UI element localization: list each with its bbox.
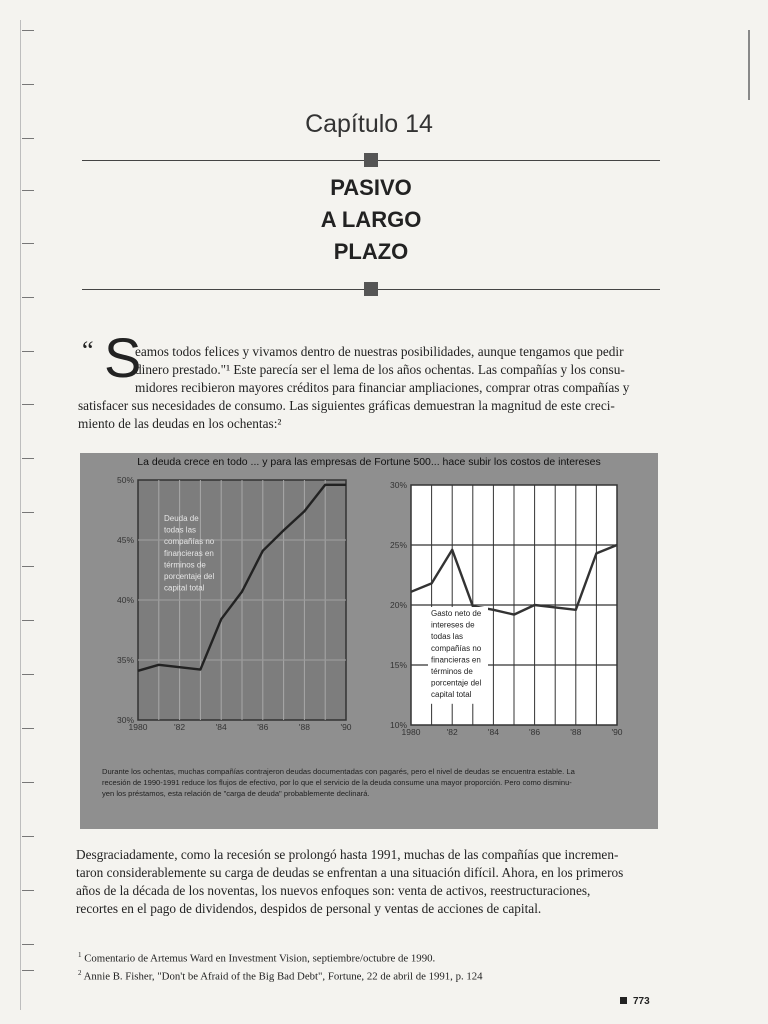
margin-tick bbox=[22, 243, 34, 244]
chart-2-annotation-line: términos de bbox=[431, 667, 473, 676]
chart-2-x-tick-label: '84 bbox=[487, 727, 499, 737]
right-margin-rule bbox=[748, 30, 750, 100]
closing-line-2: taron considerablemente su carga de deudas se enfrentan a una situación difícil. Ahora, en los primeros bbox=[76, 865, 624, 880]
footnote-1-text: Comentario de Artemus Ward en Investment Vision, septiembre/octubre de 1990. bbox=[84, 952, 436, 965]
chart-1-x-tick-label: '90 bbox=[340, 722, 352, 732]
chart-1-x-tick-label: 1980 bbox=[128, 722, 148, 732]
chart-2-annotation-line: compañías no bbox=[431, 643, 482, 653]
chart-2-annotation-line: capital total bbox=[431, 690, 472, 700]
intro-paragraph bbox=[78, 343, 660, 433]
chart-2-annotation-line: intereses de bbox=[431, 620, 475, 630]
drop-cap: S bbox=[104, 326, 142, 389]
chart-2-x-tick-label: '90 bbox=[611, 727, 623, 737]
title-line-1: PASIVO bbox=[330, 175, 412, 200]
intro-line-3: midores recibieron mayores créditos para financiar ampliaciones, comprar otras compañías y bbox=[135, 380, 630, 395]
closing-line-4: recortes en el pago de dividendos, despidos de personal y ventas de acciones de capital. bbox=[76, 901, 542, 916]
margin-tick bbox=[22, 138, 34, 139]
chart-1-annotation-line: todas las bbox=[164, 525, 197, 535]
chart-1-y-tick-label: 35% bbox=[116, 655, 134, 665]
chart-1-annotation-line: términos de bbox=[164, 560, 206, 570]
margin-tick bbox=[22, 970, 34, 971]
chart-1-annotation-line: porcentaje del bbox=[164, 572, 215, 581]
margin-tick bbox=[22, 728, 34, 729]
intro-line-4: satisfacer sus necesidades de consumo. Las siguientes gráficas demuestran la magnitud de este creci- bbox=[78, 398, 615, 413]
chart-1-x-tick-label: '82 bbox=[174, 722, 186, 732]
chart-1-y-tick-label: 40% bbox=[116, 595, 134, 605]
bottom-rule-square bbox=[364, 282, 378, 296]
margin-tick bbox=[22, 836, 34, 837]
intro-line-2: dinero prestado."¹ Este parecía ser el lema de los años ochentas. Las compañías y los consu- bbox=[135, 362, 625, 377]
top-rule-square bbox=[364, 153, 378, 167]
chart-2-x-tick-label: 1980 bbox=[401, 727, 421, 737]
chart-1-annotation-line: financieras en bbox=[164, 548, 214, 558]
margin-tick bbox=[22, 566, 34, 567]
figure-caption-line-1: Durante los ochentas, muchas compañías contrajeron deudas documentadas con pagarés, pero el nivel de deudas se encuentra estable. La bbox=[102, 767, 575, 776]
chart-1-annotation-line: capital total bbox=[164, 583, 205, 593]
chart-1-annotation-line: compañías no bbox=[164, 537, 215, 547]
chart-2-y-tick-label: 10% bbox=[389, 720, 407, 730]
chart-2-x-tick-label: '88 bbox=[570, 727, 582, 737]
footnote-1-number: 1 bbox=[78, 951, 82, 959]
margin-tick bbox=[22, 190, 34, 191]
figure-title: La deuda crece en todo ... y para las empresas de Fortune 500... hace subir los costos de intereses bbox=[137, 456, 601, 468]
figure-caption-line-3: yen los préstamos, esta relación de "carga de deuda" probablemente declinará. bbox=[102, 789, 370, 798]
chart-2-annotation-line: porcentaje del bbox=[431, 678, 482, 688]
chart-2-annotation-line: financieras en bbox=[431, 655, 481, 665]
title-line-3: PLAZO bbox=[333, 239, 409, 264]
closing-line-1: Desgraciadamente, como la recesión se prolongó hasta 1991, muchas de las compañías que incremen- bbox=[76, 847, 619, 862]
chart-1-x-tick-label: '86 bbox=[257, 722, 269, 732]
chart-1-annotation-line: Deuda de bbox=[164, 514, 199, 523]
chart-2-y-tick-label: 15% bbox=[389, 660, 407, 670]
margin-tick bbox=[22, 404, 34, 405]
margin-tick bbox=[22, 458, 34, 459]
chart-1-x-tick-label: '88 bbox=[298, 722, 310, 732]
margin-tick bbox=[22, 30, 34, 31]
footnote-2 bbox=[78, 966, 483, 984]
figure-caption-line-2: recesión de 1990-1991 reduce los flujos de efectivo, por lo que el servicio de la deuda consume una mayor proporción. Pero como disminu- bbox=[102, 778, 572, 787]
margin-tick bbox=[22, 351, 34, 352]
chart-1-y-tick-label: 50% bbox=[116, 475, 134, 485]
margin-tick bbox=[22, 620, 34, 621]
title-line-2: A LARGO bbox=[320, 207, 422, 232]
figure-caption bbox=[102, 766, 642, 799]
margin-tick bbox=[22, 674, 34, 675]
quote-mark: “ bbox=[82, 336, 94, 365]
margin-tick bbox=[22, 512, 34, 513]
chart-2-x-tick-label: '82 bbox=[446, 727, 458, 737]
chart-2-y-tick-label: 20% bbox=[389, 600, 407, 610]
chart-1-y-tick-label: 45% bbox=[116, 535, 134, 545]
closing-line-3: años de la década de los noventas, los nuevos enfoques son: venta de activos, reestructuraciones, bbox=[76, 883, 591, 898]
intro-line-5: miento de las deudas en los ochentas:² bbox=[78, 416, 282, 431]
intro-line-1: eamos todos felices y vivamos dentro de nuestras posibilidades, aunque tengamos que pedir bbox=[135, 344, 624, 359]
footnote-2-text: Annie B. Fisher, "Don't be Afraid of the Big Bad Debt", Fortune, 22 de abril de 1991, p. 124 bbox=[83, 970, 483, 983]
figure-panel bbox=[80, 453, 658, 829]
chapter-label: Capítulo 14 bbox=[305, 110, 433, 138]
chart-1-x-tick-label: '84 bbox=[215, 722, 227, 732]
margin-tick bbox=[22, 890, 34, 891]
page-number-text: 773 bbox=[633, 996, 650, 1007]
page-number-square bbox=[620, 997, 627, 1004]
margin-tick bbox=[22, 782, 34, 783]
left-margin-rule bbox=[20, 20, 21, 1010]
chart-2-annotation-line: todas las bbox=[431, 632, 464, 642]
chart-2-annotation-line: Gasto neto de bbox=[431, 609, 482, 618]
margin-tick bbox=[22, 944, 34, 945]
page-number bbox=[620, 996, 650, 1007]
closing-paragraph bbox=[76, 846, 656, 918]
footnote-2-number: 2 bbox=[78, 969, 82, 977]
chart-2-x-tick-label: '86 bbox=[529, 727, 541, 737]
margin-tick bbox=[22, 297, 34, 298]
margin-tick bbox=[22, 84, 34, 85]
chart-2-y-tick-label: 25% bbox=[389, 540, 407, 550]
chart-1-y-tick-label: 30% bbox=[116, 715, 134, 725]
footnote-1 bbox=[78, 948, 435, 966]
chart-2-y-tick-label: 30% bbox=[389, 480, 407, 490]
